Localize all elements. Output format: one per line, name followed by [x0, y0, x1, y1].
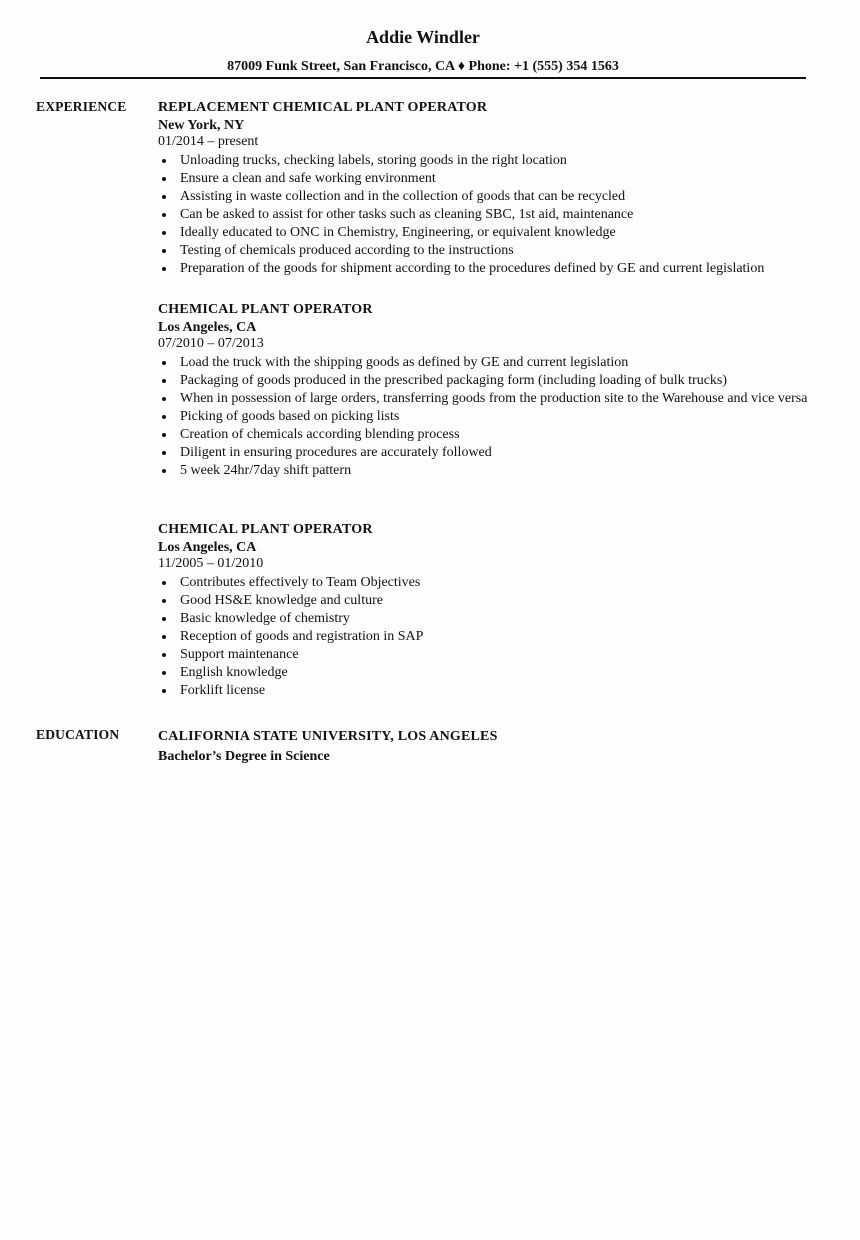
job-title: CHEMICAL PLANT OPERATOR [158, 522, 373, 537]
header-divider [40, 77, 806, 79]
job-bullet: Picking of goods based on picking lists [158, 408, 828, 426]
bullet-icon [162, 231, 166, 235]
education-entry [158, 728, 828, 766]
job-bullet: Support maintenance [158, 646, 828, 664]
job-bullet-list [158, 574, 828, 700]
job-bullet: Basic knowledge of chemistry [158, 610, 828, 628]
job-title: REPLACEMENT CHEMICAL PLANT OPERATOR [158, 100, 488, 115]
job-dates: 01/2014 – present [158, 134, 259, 149]
job-dates: 11/2005 – 01/2010 [158, 556, 264, 571]
job-bullet: Diligent in ensuring procedures are accurately followed [158, 444, 828, 462]
job-bullet: Assisting in waste collection and in the collection of goods that can be recycled [158, 188, 828, 206]
bullet-icon [162, 379, 166, 383]
bullet-icon [162, 635, 166, 639]
bullet-icon [162, 415, 166, 419]
school-name: CALIFORNIA STATE UNIVERSITY, LOS ANGELES [158, 729, 498, 744]
job-entry-2 [158, 301, 828, 480]
experience-section-label: EXPERIENCE [36, 99, 127, 114]
job-bullet: Packaging of goods produced in the prescribed packaging form (including loading of bulk trucks) [158, 372, 828, 390]
bullet-icon [162, 177, 166, 181]
job-bullet: English knowledge [158, 664, 828, 682]
job-bullet: Preparation of the goods for shipment according to the procedures defined by GE and current legislation [158, 260, 828, 278]
bullet-icon [162, 213, 166, 217]
job-bullet: Ensure a clean and safe working environment [158, 170, 828, 188]
bullet-icon [162, 581, 166, 585]
candidate-name: Addie Windler [366, 27, 480, 47]
bullet-icon [162, 599, 166, 603]
job-bullet: Reception of goods and registration in SAP [158, 628, 828, 646]
bullet-icon [162, 433, 166, 437]
job-bullet: Load the truck with the shipping goods as defined by GE and current legislation [158, 354, 828, 372]
job-bullet: Ideally educated to ONC in Chemistry, Engineering, or equivalent knowledge [158, 224, 828, 242]
bullet-icon [162, 195, 166, 199]
bullet-icon [162, 159, 166, 163]
job-bullet: When in possession of large orders, transferring goods from the production site to the Warehouse and vice versa [158, 390, 828, 408]
job-location: Los Angeles, CA [158, 320, 257, 335]
bullet-icon [162, 653, 166, 657]
job-entry-1 [158, 99, 828, 278]
bullet-icon [162, 689, 166, 693]
job-location: New York, NY [158, 118, 245, 133]
degree-name: Bachelor’s Degree in Science [158, 749, 330, 764]
job-bullet: Can be asked to assist for other tasks such as cleaning SBC, 1st aid, maintenance [158, 206, 828, 224]
bullet-icon [162, 617, 166, 621]
job-bullet: 5 week 24hr/7day shift pattern [158, 462, 828, 480]
job-bullet: Good HS&E knowledge and culture [158, 592, 828, 610]
bullet-icon [162, 361, 166, 365]
job-title: CHEMICAL PLANT OPERATOR [158, 302, 373, 317]
job-dates: 07/2010 – 07/2013 [158, 336, 264, 351]
job-entry-3 [158, 521, 828, 700]
job-bullet: Contributes effectively to Team Objectives [158, 574, 828, 592]
bullet-icon [162, 671, 166, 675]
bullet-icon [162, 469, 166, 473]
job-location: Los Angeles, CA [158, 540, 257, 555]
contact-line: 87009 Funk Street, San Francisco, CA ♦ Phone: +1 (555) 354 1563 [227, 59, 619, 74]
bullet-icon [162, 451, 166, 455]
job-bullet: Forklift license [158, 682, 828, 700]
education-section-label: EDUCATION [36, 727, 120, 742]
job-bullet: Testing of chemicals produced according to the instructions [158, 242, 828, 260]
bullet-icon [162, 267, 166, 271]
job-bullet-list [158, 152, 828, 278]
job-bullet: Creation of chemicals according blending process [158, 426, 828, 444]
bullet-icon [162, 249, 166, 253]
bullet-icon [162, 397, 166, 401]
job-bullet-list [158, 354, 828, 480]
job-bullet: Unloading trucks, checking labels, storing goods in the right location [158, 152, 828, 170]
